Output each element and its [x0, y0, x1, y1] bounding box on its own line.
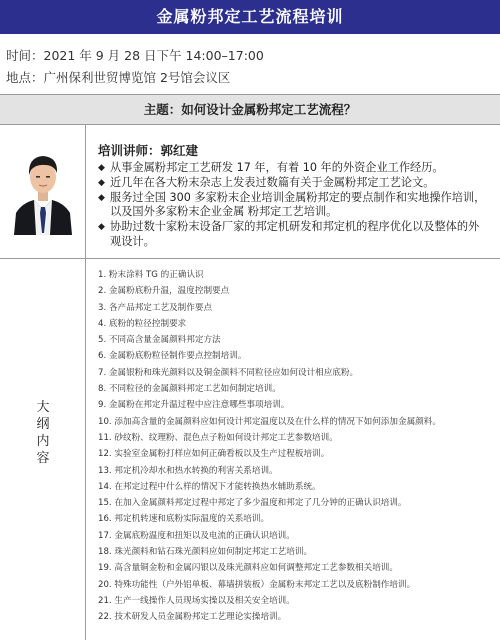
outline-item: 7. 金属银粉和珠光颜料以及铜金颜料不同粒径应如何设计相应底粉。 [98, 367, 359, 378]
bio-item: ◆ 从事金属粉邦定工艺研发 17 年，有着 10 年的外资企业工作经历。 [98, 161, 490, 176]
bio-item: ◆ 协助过数十家粉末设备厂家的邦定机研发和邦定机的程序优化以及整体的外观设计。 [98, 220, 490, 250]
outline-item: 18. 珠光颜料和钻石珠光颜料应如何制定邦定工艺培训。 [98, 547, 313, 558]
outline-item: 19. 高含量铜金粉和金属闪银以及珠光颜料应如何调整邦定工艺参数相关培训。 [98, 563, 398, 574]
outline-item: 6. 金属粉底粉粒径制作要点控制培训。 [98, 351, 247, 362]
outline-item: 11. 砂纹粉、纹理粉、混色点子粉如何设计邦定工艺参数培训。 [98, 432, 338, 443]
outline-item: 17. 金属底粉温度和扭矩以及电流的正确认识培训。 [98, 530, 295, 541]
outline-label [0, 399, 86, 467]
lecturer-photo-cell [0, 125, 86, 258]
outline-label-char: 大 [36, 400, 50, 415]
outline-item: 8. 不同粒径的金属颜料邦定工艺如何制定培训。 [98, 384, 281, 395]
lecturer-row [0, 125, 500, 259]
topic-heading: 主题：如何设计金属粉邦定工艺流程？ [0, 95, 500, 125]
outline-item: 20. 特殊功能性（户外铝单板、幕墙拼装板）金属粉末邦定工艺以及底粉制作培训。 [98, 579, 416, 590]
lecturer-info-cell [86, 125, 500, 258]
outline-item: 12. 实验室金属粉打样应如何正确看板以及生产过程板培训。 [98, 449, 330, 460]
lecturer-name: 培训讲师：郭红建 [98, 143, 199, 158]
outline-item: 13. 邦定机冷却水和热水转换的利害关系培训。 [98, 465, 278, 476]
lecturer-bio-list [98, 161, 490, 250]
outline-item: 16. 邦定机转速和底粉实际温度的关系培训。 [98, 514, 270, 525]
outline-item: 5. 不同高含量金属颜料邦定方法 [98, 335, 221, 346]
outline-content-cell [86, 259, 500, 640]
bio-item: ◆ 近几年在各大粉末杂志上发表过数篇有关于金属粉邦定工艺论文。 [98, 176, 490, 191]
outline-item: 2. 金属粉底粉升温，温度控制要点 [98, 286, 230, 297]
outline-list [98, 267, 488, 626]
outline-row [0, 259, 500, 640]
outline-item: 10. 添加高含量的金属颜料应如何设计邦定温度以及在什么样的情况下如何添加金属颜料。 [98, 416, 441, 427]
outline-item: 14. 在邦定过程中什么样的情况下才能转换热水辅助系统。 [98, 481, 321, 492]
event-location: 地点：广州保利世贸博览馆 2号馆会议区 [6, 70, 231, 85]
outline-item: 1. 粉末涂料 TG 的正确认识 [98, 270, 204, 280]
outline-label-char: 内 [36, 434, 50, 449]
outline-item: 21. 生产一线操作人员现场实操以及相关安全培训。 [98, 595, 295, 606]
outline-item: 4. 底粉的粒径控制要求 [98, 318, 187, 329]
outline-item: 22. 技术研发人员金属粉邦定工艺理论实操培训。 [98, 612, 287, 623]
outline-label-cell [0, 259, 86, 640]
page-title: 金属粉邦定工艺流程培训 [0, 0, 500, 34]
event-time: 时间：2021 年 9 月 28 日下午 14:00–17:00 [6, 48, 264, 63]
outline-item: 3. 各产品邦定工艺及制作要点 [98, 302, 213, 313]
outline-label-char: 容 [36, 451, 50, 466]
outline-label-char: 纲 [36, 417, 50, 432]
schedule-table [0, 94, 500, 639]
outline-item: 9. 金属粉在邦定升温过程中应注意哪些事项培训。 [98, 400, 290, 411]
lecturer-photo [10, 143, 76, 235]
bio-item: ◆ 服务过全国 300 多家粉末企业培训金属粉邦定的要点制作和实地操作培训， 以及国外多家粉末企业金属 粉邦定工艺培训。 [98, 191, 490, 221]
outline-item: 15. 在加入金属颜料邦定过程中邦定了多少温度和邦定了几分钟的正确认识培训。 [98, 498, 407, 509]
